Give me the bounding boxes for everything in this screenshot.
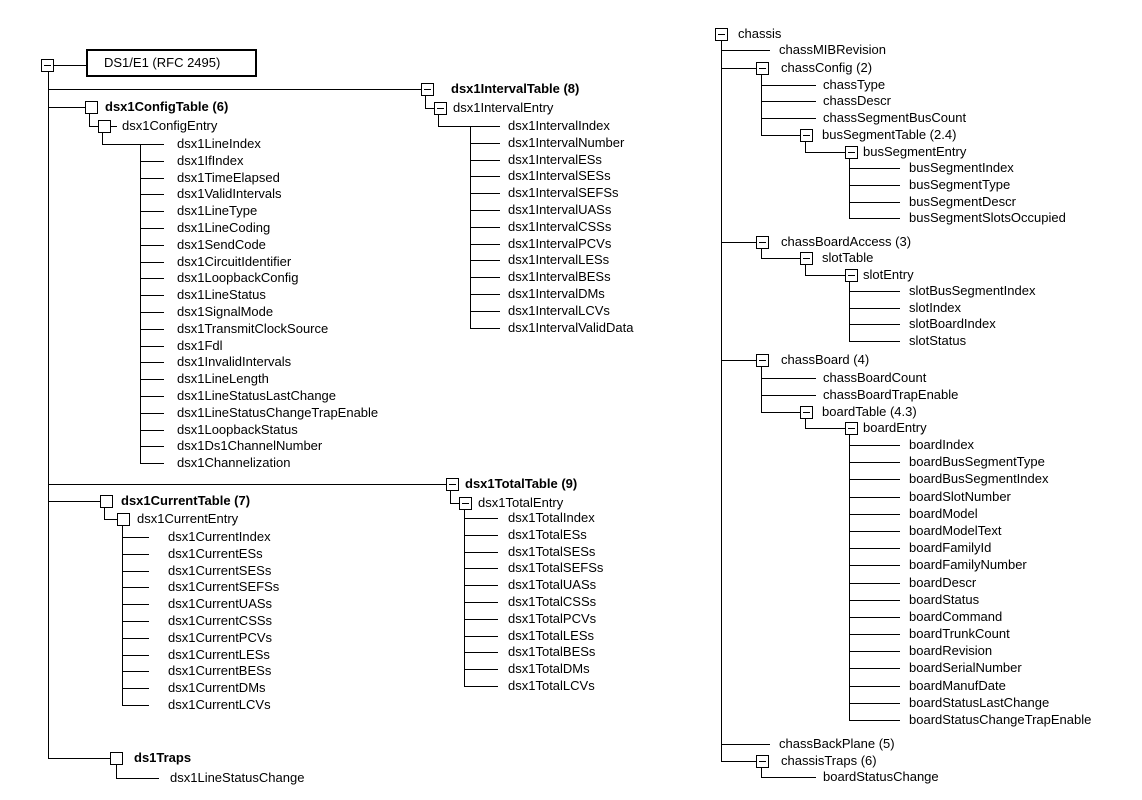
leaf-label: dsx1IfIndex <box>177 153 244 168</box>
table-node-label: busSegmentTable (2.4) <box>822 127 957 142</box>
minus-glyph <box>449 484 456 485</box>
leaf-label: dsx1LoopbackConfig <box>177 270 299 285</box>
leaf-label: boardModel <box>909 506 978 521</box>
expander-minus-icon[interactable] <box>800 129 813 142</box>
leaf-label: boardBusSegmentIndex <box>909 471 1049 486</box>
minus-glyph <box>803 412 810 413</box>
leaf-label: dsx1IntervalBESs <box>508 269 611 284</box>
expander-minus-icon[interactable] <box>459 497 472 510</box>
minus-glyph <box>462 503 469 504</box>
connector-line <box>761 74 762 135</box>
minus-glyph <box>44 65 51 66</box>
connector-line <box>849 341 900 342</box>
leaf-label: dsx1TotalESs <box>508 527 587 542</box>
connector-line <box>721 761 756 762</box>
leaf-label: dsx1LineStatusChangeTrapEnable <box>177 405 379 420</box>
leaf-label: dsx1CurrentLCVs <box>168 697 271 712</box>
entry-node-label: dsx1ConfigEntry <box>122 118 218 133</box>
group-node-label: chassBoard (4) <box>781 352 870 367</box>
leaf-label: dsx1ValidIntervals <box>177 186 282 201</box>
leaf-label: dsx1CircuitIdentifier <box>177 254 292 269</box>
leaf-label: dsx1LineStatus <box>177 287 266 302</box>
leaf-label: dsx1CurrentBESs <box>168 663 272 678</box>
connector-line <box>849 281 850 341</box>
leaf-label: dsx1Ds1ChannelNumber <box>177 438 323 453</box>
leaf-label: dsx1IntervalCSSs <box>508 219 612 234</box>
expander-square-icon[interactable] <box>100 495 113 508</box>
expander-square-icon[interactable] <box>117 513 130 526</box>
leaf-label: dsx1TotalUASs <box>508 577 597 592</box>
connector-line <box>849 445 900 446</box>
expander-minus-icon[interactable] <box>756 755 769 768</box>
connector-line <box>849 668 900 669</box>
connector-line <box>721 242 756 243</box>
leaf-label: dsx1CurrentSESs <box>168 563 272 578</box>
expander-square-icon[interactable] <box>110 752 123 765</box>
leaf-label: dsx1IntervalValidData <box>508 320 634 335</box>
leaf-label: busSegmentType <box>909 177 1011 192</box>
leaf-label: dsx1CurrentSEFSs <box>168 579 280 594</box>
connector-line <box>849 720 900 721</box>
leaf-label: dsx1TotalLESs <box>508 628 594 643</box>
leaf-label: chassMIBRevision <box>779 42 886 57</box>
leaf-label: boardBusSegmentType <box>909 454 1045 469</box>
leaf-label: dsx1TotalBESs <box>508 644 596 659</box>
leaf-label: chassBoardCount <box>823 370 927 385</box>
connector-line <box>761 101 816 102</box>
expander-minus-icon[interactable] <box>845 146 858 159</box>
connector-line <box>849 185 900 186</box>
leaf-label: dsx1Fdl <box>177 338 223 353</box>
leaf-label: dsx1TotalCSSs <box>508 594 597 609</box>
connector-line <box>849 548 900 549</box>
minus-glyph <box>803 258 810 259</box>
root-title-label: DS1/E1 (RFC 2495) <box>104 55 221 70</box>
connector-line <box>849 308 900 309</box>
table-node-label: dsx1ConfigTable (6) <box>105 99 229 114</box>
leaf-label: boardRevision <box>909 643 993 658</box>
leaf-label: dsx1LineCoding <box>177 220 271 235</box>
connector-line <box>721 744 770 745</box>
root-expander-minus-icon[interactable] <box>41 59 54 72</box>
leaf-label: boardStatusChange <box>823 769 939 784</box>
leaf-label: boardTrunkCount <box>909 626 1010 641</box>
group-node-label: chassBoardAccess (3) <box>781 234 912 249</box>
leaf-label: dsx1IntervalUASs <box>508 202 612 217</box>
expander-minus-icon[interactable] <box>800 406 813 419</box>
connector-line <box>721 50 770 51</box>
connector-line <box>761 378 816 379</box>
leaf-label: dsx1TotalLCVs <box>508 678 595 693</box>
leaf-label: busSegmentSlotsOccupied <box>909 210 1066 225</box>
connector-line <box>849 158 850 218</box>
connector-line <box>761 135 800 136</box>
leaf-label: dsx1LineStatusLastChange <box>177 388 337 403</box>
connector-line <box>805 428 845 429</box>
expander-minus-icon[interactable] <box>756 62 769 75</box>
connector-line <box>849 583 900 584</box>
connector-line <box>849 497 900 498</box>
leaf-label: dsx1IntervalLCVs <box>508 303 610 318</box>
leaf-label: dsx1LineIndex <box>177 136 261 151</box>
leaf-label: slotStatus <box>909 333 967 348</box>
leaf-label: dsx1CurrentPCVs <box>168 630 273 645</box>
leaf-label: dsx1IntervalDMs <box>508 286 605 301</box>
connector-line <box>849 514 900 515</box>
connector-line <box>849 462 900 463</box>
leaf-label: boardDescr <box>909 575 977 590</box>
connector-line <box>721 68 756 69</box>
entry-node-label: boardEntry <box>863 420 927 435</box>
expander-square-icon[interactable] <box>98 120 111 133</box>
leaf-label: dsx1IntervalPCVs <box>508 236 612 251</box>
entry-node-label: busSegmentEntry <box>863 144 967 159</box>
minus-glyph <box>848 275 855 276</box>
expander-square-icon[interactable] <box>85 101 98 114</box>
leaf-label: dsx1IntervalNumber <box>508 135 625 150</box>
leaf-label: dsx1SendCode <box>177 237 266 252</box>
leaf-label: boardStatus <box>909 592 980 607</box>
leaf-label: chassBoardTrapEnable <box>823 387 959 402</box>
connector-line <box>721 360 756 361</box>
connector-line <box>721 41 722 761</box>
leaf-label: dsx1CurrentCSSs <box>168 613 273 628</box>
connector-line <box>849 202 900 203</box>
minus-glyph <box>759 360 766 361</box>
connector-line <box>805 152 845 153</box>
expander-minus-icon[interactable] <box>845 422 858 435</box>
connector-line <box>849 651 900 652</box>
group-node-label: chassisTraps (6) <box>781 753 877 768</box>
leaf-label: dsx1CurrentUASs <box>168 596 273 611</box>
leaf-label: dsx1LoopbackStatus <box>177 422 298 437</box>
minus-glyph <box>718 34 725 35</box>
leaf-label: boardIndex <box>909 437 975 452</box>
leaf-label: boardFamilyId <box>909 540 992 555</box>
minus-glyph <box>803 135 810 136</box>
leaf-label: chassSegmentBusCount <box>823 110 967 125</box>
leaf-label: dsx1TransmitClockSource <box>177 321 329 336</box>
leaf-label: chassDescr <box>823 93 891 108</box>
minus-glyph <box>759 761 766 762</box>
leaf-label: boardManufDate <box>909 678 1006 693</box>
root-expander-minus-icon[interactable] <box>715 28 728 41</box>
minus-glyph <box>437 108 444 109</box>
table-node-label: dsx1CurrentTable (7) <box>121 493 251 508</box>
leaf-label: dsx1IntervalESs <box>508 152 602 167</box>
connector-line <box>849 617 900 618</box>
table-node-label: dsx1IntervalTable (8) <box>451 81 580 96</box>
connector-line <box>761 85 816 86</box>
connector-line <box>761 777 816 778</box>
connector-line <box>761 366 762 412</box>
leaf-label: chassBackPlane (5) <box>779 736 895 751</box>
connector-line <box>849 479 900 480</box>
leaf-label: chassType <box>823 77 886 92</box>
expander-minus-icon[interactable] <box>756 354 769 367</box>
connector-line <box>761 118 816 119</box>
connector-line <box>849 634 900 635</box>
connector-line <box>805 275 845 276</box>
connector-line <box>849 324 900 325</box>
leaf-label: slotIndex <box>909 300 962 315</box>
connector-line <box>761 258 800 259</box>
leaf-label: dsx1TotalSEFSs <box>508 560 604 575</box>
leaf-label: dsx1LineStatusChange <box>170 770 305 785</box>
leaf-label: dsx1TimeElapsed <box>177 170 280 185</box>
leaf-label: dsx1CurrentLESs <box>168 647 270 662</box>
table-node-label: slotTable <box>822 250 874 265</box>
minus-glyph <box>848 428 855 429</box>
leaf-label: dsx1IntervalSESs <box>508 168 611 183</box>
entry-node-label: dsx1CurrentEntry <box>137 511 239 526</box>
connector-line <box>761 248 762 258</box>
leaf-label: boardSerialNumber <box>909 660 1022 675</box>
leaf-label: dsx1IntervalSEFSs <box>508 185 619 200</box>
leaf-label: dsx1TotalDMs <box>508 661 590 676</box>
leaf-label: dsx1CurrentIndex <box>168 529 271 544</box>
leaf-label: boardCommand <box>909 609 1003 624</box>
expander-minus-icon[interactable] <box>845 269 858 282</box>
leaf-label: dsx1TotalPCVs <box>508 611 597 626</box>
entry-node-label: dsx1IntervalEntry <box>453 100 554 115</box>
connector-line <box>805 418 806 428</box>
connector-line <box>849 434 850 720</box>
minus-glyph <box>759 242 766 243</box>
root-node-label: chassis <box>738 26 782 41</box>
leaf-label: dsx1LineType <box>177 203 258 218</box>
connector-line <box>849 600 900 601</box>
leaf-label: dsx1LineLength <box>177 371 269 386</box>
leaf-label: slotBoardIndex <box>909 316 996 331</box>
expander-minus-icon[interactable] <box>800 252 813 265</box>
expander-minus-icon[interactable] <box>434 102 447 115</box>
connector-line <box>849 168 900 169</box>
leaf-label: boardStatusChangeTrapEnable <box>909 712 1092 727</box>
leaf-label: boardStatusLastChange <box>909 695 1050 710</box>
connector-line <box>849 565 900 566</box>
expander-minus-icon[interactable] <box>756 236 769 249</box>
leaf-label: busSegmentDescr <box>909 194 1016 209</box>
leaf-label: dsx1IntervalLESs <box>508 252 610 267</box>
leaf-label: boardModelText <box>909 523 1002 538</box>
expander-minus-icon[interactable] <box>446 478 459 491</box>
leaf-label: dsx1SignalMode <box>177 304 274 319</box>
leaf-label: slotBusSegmentIndex <box>909 283 1036 298</box>
entry-node-label: dsx1TotalEntry <box>478 495 564 510</box>
table-node-label: ds1Traps <box>134 750 192 765</box>
connector-line <box>805 141 806 152</box>
leaf-label: dsx1CurrentESs <box>168 546 263 561</box>
group-node-label: chassConfig (2) <box>781 60 873 75</box>
leaf-label: dsx1TotalIndex <box>508 510 595 525</box>
connector-line <box>849 531 900 532</box>
minus-glyph <box>424 89 431 90</box>
connector-line <box>761 395 816 396</box>
leaf-label: busSegmentIndex <box>909 160 1014 175</box>
connector-line <box>849 686 900 687</box>
table-node-label: boardTable (4.3) <box>822 404 917 419</box>
leaf-label: dsx1CurrentDMs <box>168 680 266 695</box>
expander-minus-icon[interactable] <box>421 83 434 96</box>
leaf-label: boardFamilyNumber <box>909 557 1027 572</box>
connector-line <box>761 412 800 413</box>
minus-glyph <box>848 152 855 153</box>
connector-line <box>849 218 900 219</box>
table-node-label: dsx1TotalTable (9) <box>465 476 578 491</box>
connector-line <box>761 767 762 777</box>
connector-line <box>805 264 806 275</box>
leaf-label: dsx1TotalSESs <box>508 544 596 559</box>
leaf-label: dsx1IntervalIndex <box>508 118 610 133</box>
leaf-label: boardSlotNumber <box>909 489 1011 504</box>
leaf-label: dsx1InvalidIntervals <box>177 354 292 369</box>
connector-line <box>849 291 900 292</box>
entry-node-label: slotEntry <box>863 267 914 282</box>
connector-line <box>849 703 900 704</box>
minus-glyph <box>759 68 766 69</box>
leaf-label: dsx1Channelization <box>177 455 291 470</box>
